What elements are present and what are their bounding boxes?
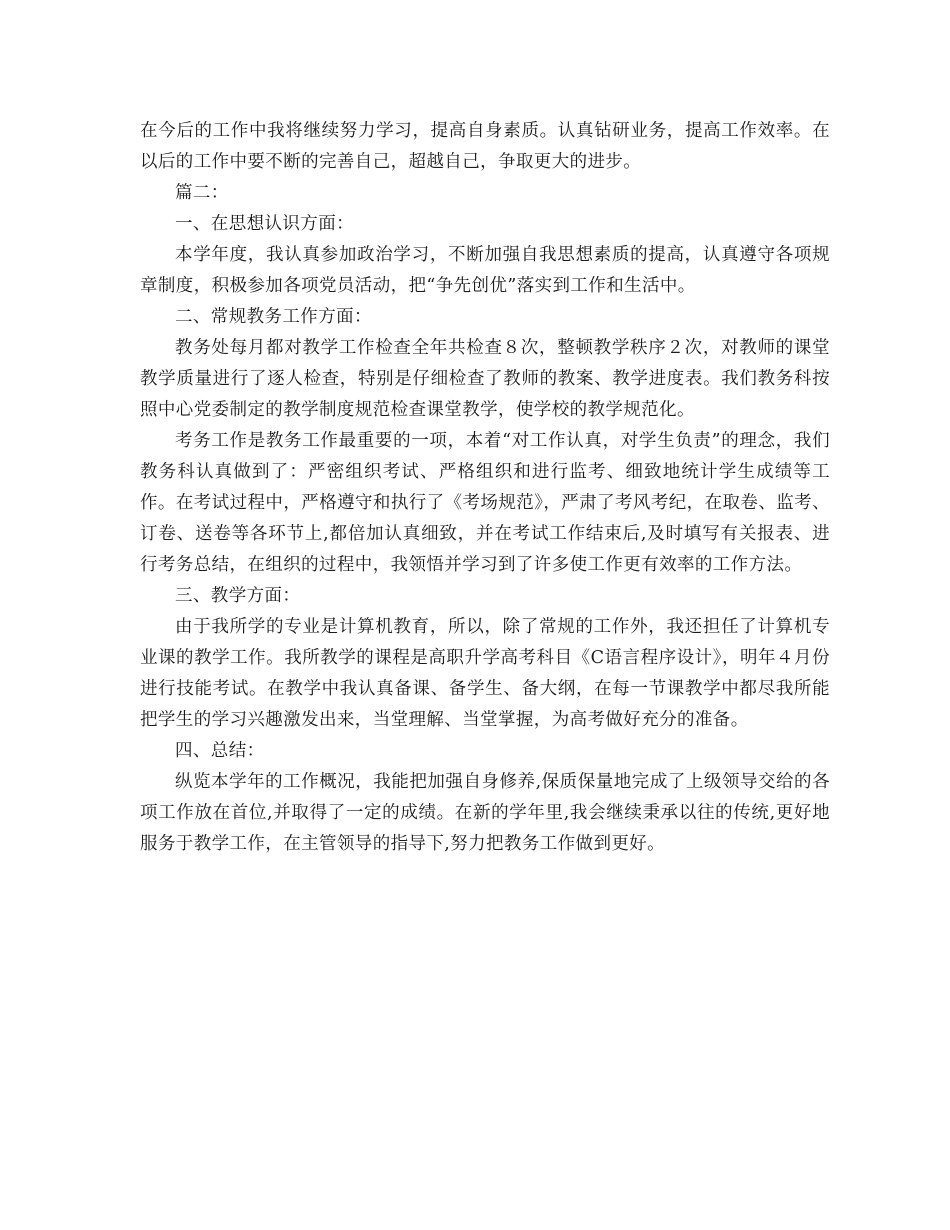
paragraph-teaching: 由于我所学的专业是计算机教育，所以，除了常规的工作外，我还担任了计算机专业课的教学工作。我所教学的课程是高职升学高考科目《C语言程序设计》，明年４月份进行技能考试。在教学中我认真备课、备学生、备大纲，在每一节课教学中都尽我所能把学生的学习兴趣激发出来，当堂理解、当堂掌握，为高考做好充分的准备。 [140, 617, 830, 730]
section-heading-routine-affairs: 二、常规教务工作方面： [175, 307, 372, 327]
section-heading-summary: 四、总结： [175, 741, 265, 761]
section-heading-teaching: 三、教学方面： [175, 586, 301, 606]
document-body [140, 116, 830, 860]
paragraph-closing-previous: 在今后的工作中我将继续努力学习，提高自身素质。认真钻研业务，提高工作效率。在以后的工作中要不断的完善自己，超越自己，争取更大的进步。 [140, 121, 830, 172]
paragraph-ideology: 本学年度，我认真参加政治学习，不断加强自我思想素质的提高，认真遵守各项规章制度，积极参加各项党员活动，把“争先创优”落实到工作和生活中。 [140, 245, 830, 296]
section-heading-ideology: 一、在思想认识方面： [175, 214, 354, 234]
paragraph-exam-affairs: 考务工作是教务工作最重要的一项，本着“对工作认真，对学生负责”的理念，我们教务科认真做到了：严密组织考试、严格组织和进行监考、细致地统计学生成绩等工作。在考试过程中，严格遵守和执行了《考场规范》，严肃了考风考纪，在取卷、监考、订卷、送卷等各环节上,都倍加认真细致，并在考试工作结束后,及时填写有关报表、进行考务总结，在组织的过程中，我领悟并学习到了许多使工作更有效率的工作方法。 [140, 431, 830, 575]
paragraph-routine-affairs: 教务处每月都对教学工作检查全年共检查８次，整顿教学秩序２次，对教师的课堂教学质量进行了逐人检查，特别是仔细检查了教师的教案、教学进度表。我们教务科按照中心党委制定的教学制度规范检查课堂教学，使学校的教学规范化。 [140, 338, 830, 420]
paragraph-summary: 纵览本学年的工作概况，我能把加强自身修养,保质保量地完成了上级领导交给的各项工作放在首位,并取得了一定的成绩。在新的学年里,我会继续秉承以往的传统,更好地服务于教学工作，在主管领导的指导下,努力把教务工作做到更好。 [140, 772, 830, 854]
section-heading-part-two: 篇二： [175, 183, 229, 203]
